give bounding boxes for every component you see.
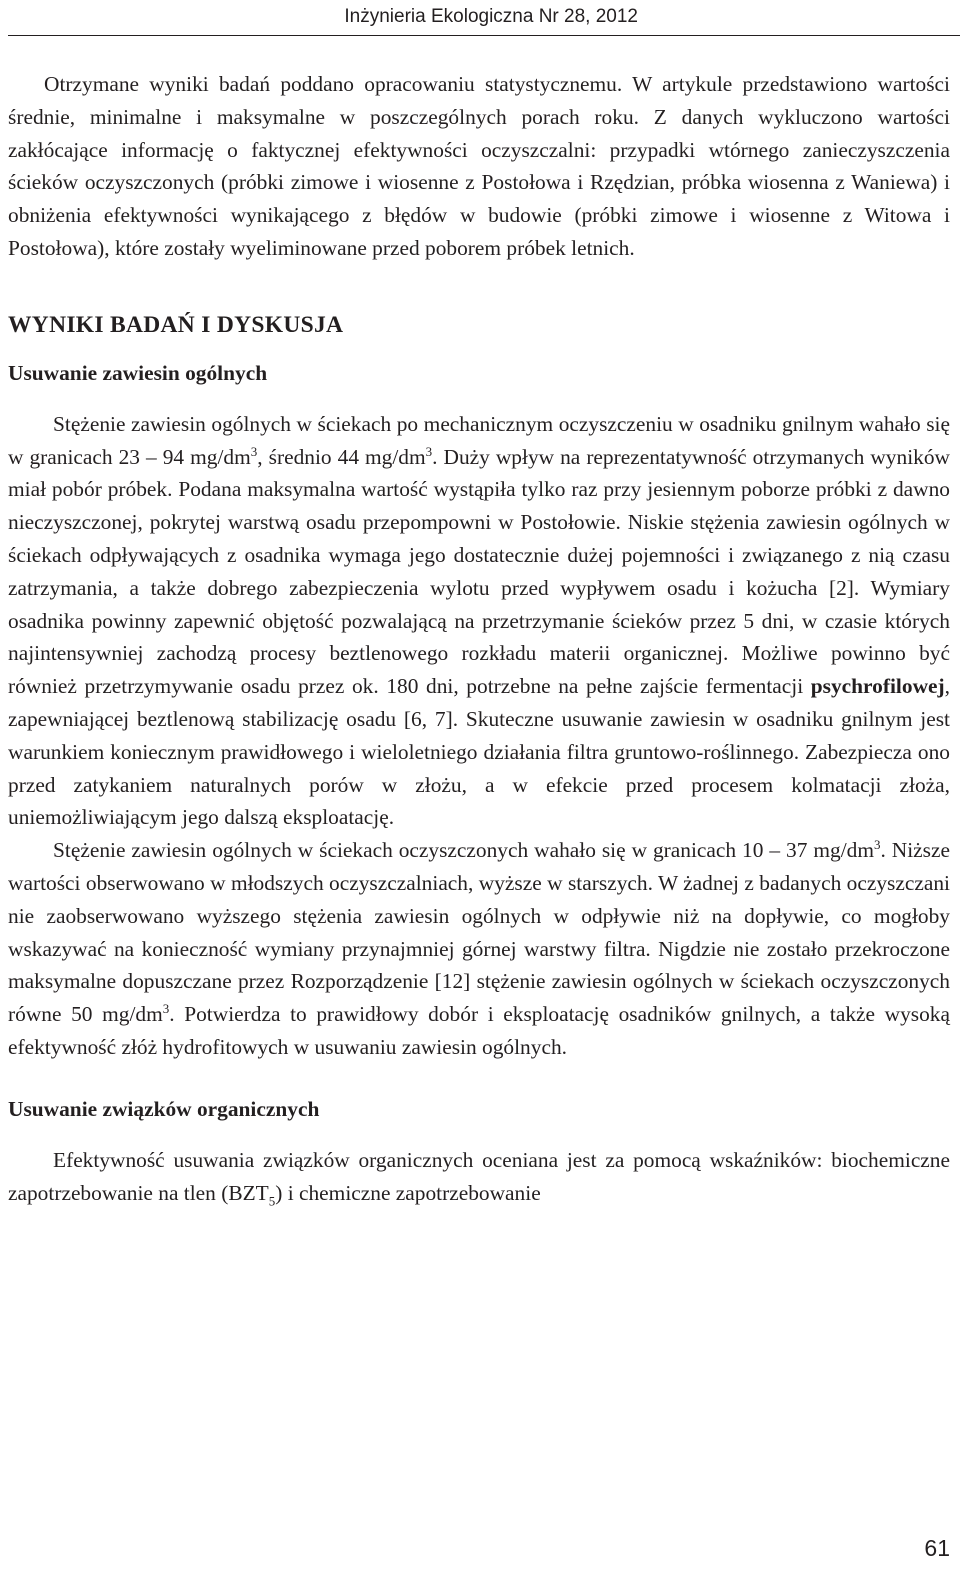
paragraph-organic-compounds-1: Efektywność usuwania związków organicznych oceniana jest za pomocą wskaźników: biochemiczne zapotrzebowanie na tlen $(BZT_5)$ i chemiczne zapotrzebowanie (8, 1147, 950, 1208)
journal-title: Inżynieria Ekologiczna Nr 28, 2012 (344, 6, 638, 27)
intro-paragraph: Otrzymane wyniki badań poddano opracowaniu statystycznemu. W artykule przedstawiono wartości średnie, minimalne i maksymalne w poszczególnych porach roku. Z danych wykluczono wartości zakłócające informację o faktycznej efektywności oczyszczalni: przypadki wtórnego zanieczyszczenia ścieków oczyszczonych (próbki zimowe i wiosenne z Postołowa i Rzędzian, próbka wiosenna z Waniewa) i obniżenia efektywności wynikającego z błędów w budowie (próbki zimowe i wiosenne z Witowa i Postołowa), które zostały wyeliminowane przed poborem próbek letnich. (8, 72, 950, 260)
page-header (0, 0, 960, 36)
section-heading: WYNIKI BADAŃ I DYSKUSJA (8, 311, 344, 338)
bold-term: psychrofilowej (810, 674, 945, 699)
page-number: 61 (924, 1535, 950, 1561)
header-rule (8, 35, 960, 36)
paragraph-suspended-solids-2: Stężenie zawiesin ogólnych w ściekach oczyszczonych wahało się w granicach 10 – 37 $mg/dm^3$. Niższe wartości obserwowano w młodszych oczyszczalniach, wyższe w starszych. W żadnej z badanych oczyszczani nie zaobserwowano wyższego stężenia zawiesin ogólnych w odpływie niż na dopływie, co mogłoby wskazywać na konieczność wymiany przynajmniej górnej warstwy filtra. Nigdzie nie zostało przekroczone maksymalne dopuszczane przez Rozporządzenie [12] stężenie zawiesin ogólnych w ściekach oczyszczonych równe 50 $mg/dm^3$. Potwierdza to prawidłowy dobór i eksploatację osadników gnilnych, a także wysoką efektywność złóż hydrofitowych w usuwaniu zawiesin ogólnych. (8, 837, 950, 1059)
subsection-heading-organic-compounds: Usuwanie związków organicznych (8, 1096, 320, 1121)
paragraph-suspended-solids-1: Stężenie zawiesin ogólnych w ściekach po mechanicznym oczyszczeniu w osadniku gnilnym wahało się w granicach 23 – 94 $mg/dm^3$, średnio 44 $mg/dm^3$. Duży wpływ na reprezentatywność otrzymanych wyników miał pobór próbek. Podana maksymalna wartość wystąpiła tylko raz przy jesiennym poborze próbki z dawno nieczyszczonej, pokrytej warstwą osadu przepompowni w Postołowie. Niskie stężenia zawiesin ogólnych w ściekach odpływających z osadnika wymaga jego dostatecznie dużej pojemności i związanego z nią czasu zatrzymania, a także dobrego zabezpieczenia wylotu przed wypływem osadu i kożucha [2]. Wymiary osadnika powinny zapewnić objętość pozwalającą na przetrzymanie ścieków przez 5 dni, w czasie których najintensywniej zachodzą procesy beztlenowego rozkładu materii organicznej. Możliwe powinno być również przetrzymywanie osadu przez ok. 180 dni, potrzebne na pełne zajście fermentacji psychrofilowej, zapewniającej beztlenową stabilizację osadu [6, 7]. Skuteczne usuwanie zawiesin w osadniku gnilnym jest warunkiem koniecznym prawidłowego i wieloletniego działania filtra gruntowo-roślinnego. Zabezpiecza ono przed zatykaniem naturalnych porów w złożu, a w efekcie przed procesem kolmatacji złoża, uniemożliwiającym jego dalszą eksploatację. (8, 411, 950, 830)
article-body (8, 68, 950, 1209)
subsection-heading-suspended-solids: Usuwanie zawiesin ogólnych (8, 360, 268, 385)
